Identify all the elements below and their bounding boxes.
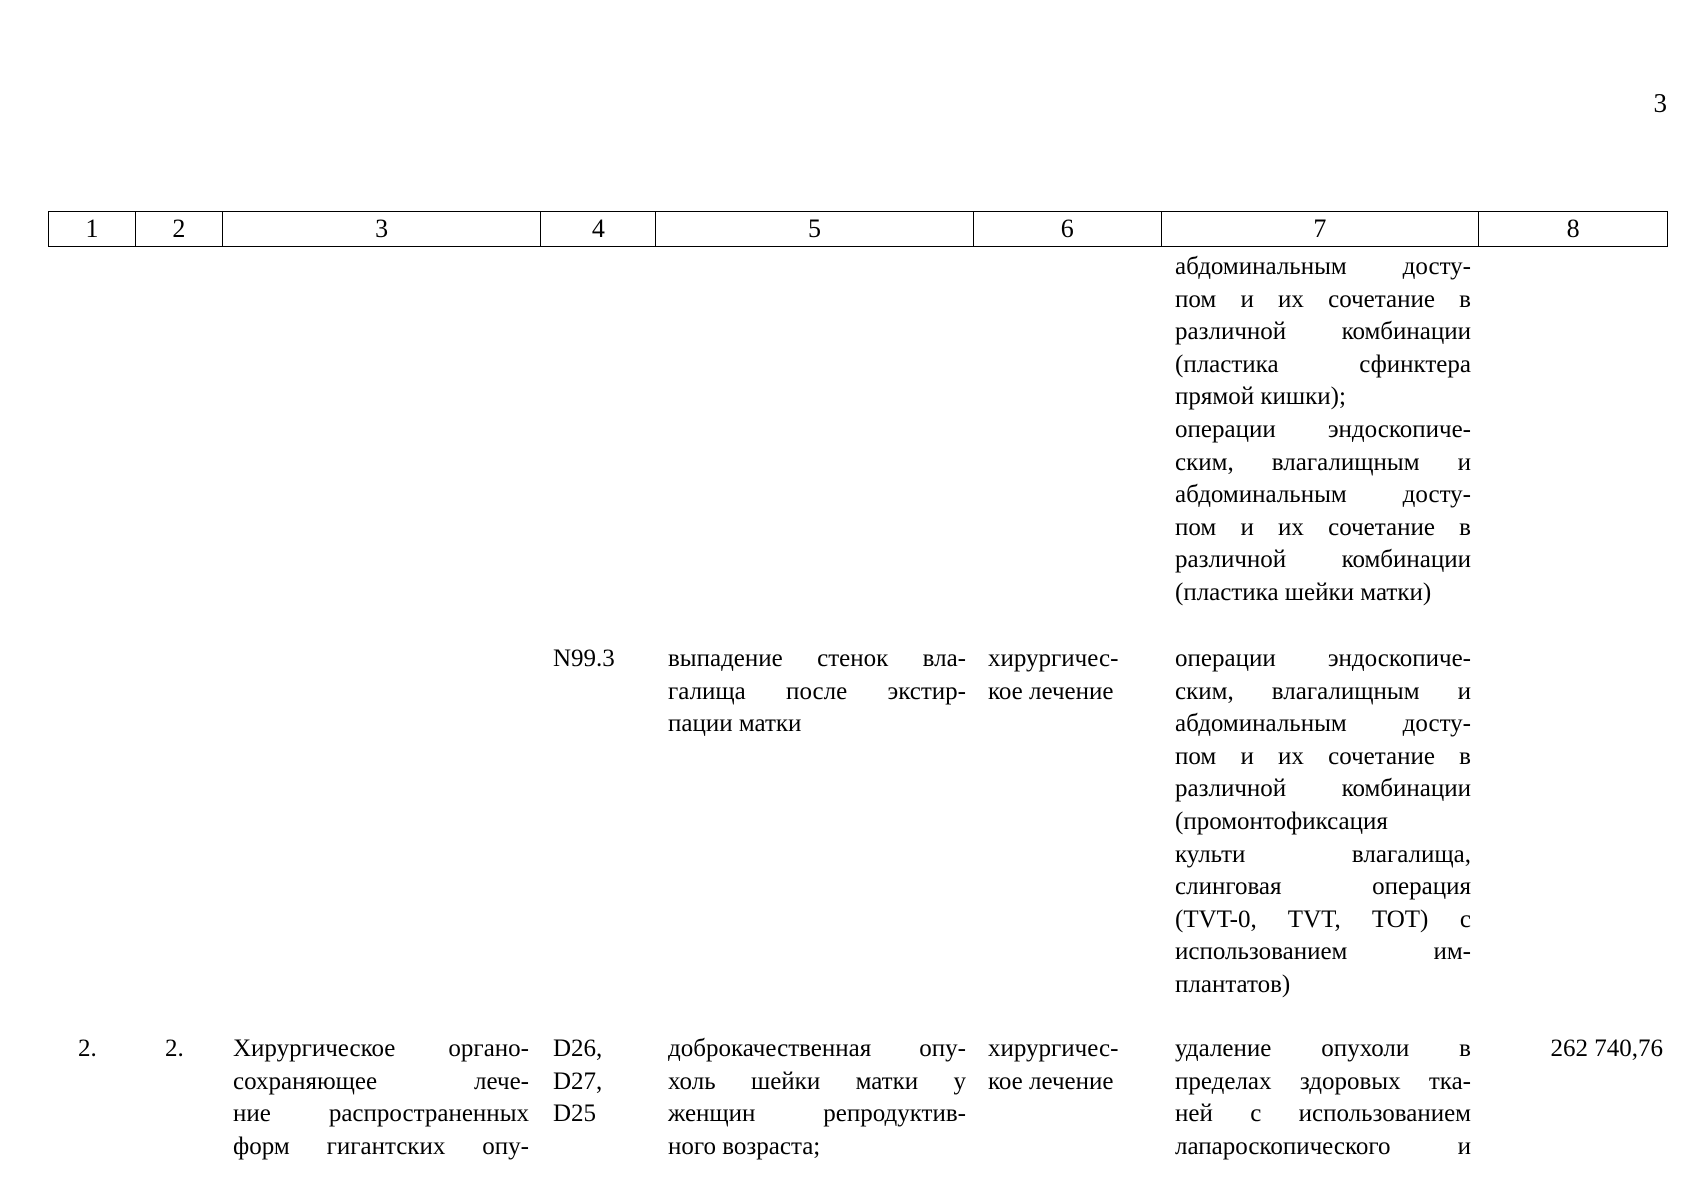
- page-number: 3: [1653, 88, 1667, 118]
- text-line: 2.: [78, 1035, 97, 1062]
- text-line: Хирургическое органо-: [233, 1035, 529, 1062]
- text-line: пом и их сочетание в: [1175, 742, 1471, 770]
- text-line: холь шейки матки у: [668, 1067, 966, 1095]
- text-line: форм гигантских опу-: [233, 1132, 529, 1160]
- text-line: кое лечение: [988, 677, 1114, 705]
- block3-col7-method: [1175, 1033, 1471, 1163]
- column-header-6: 6: [974, 212, 1162, 246]
- text-line: (пластика сфинктера: [1175, 350, 1471, 378]
- text-line: слинговая операция: [1175, 873, 1471, 901]
- text-line: пом и их сочетание в: [1175, 513, 1471, 541]
- text-line: ским, влагалищным и: [1175, 448, 1471, 476]
- block3-col6-treatment: [988, 1033, 1138, 1098]
- text-line: ней с использованием: [1175, 1100, 1471, 1128]
- text-line: пределах здоровых тка-: [1175, 1067, 1471, 1095]
- column-header-1: 1: [49, 212, 136, 246]
- text-line: различной комбинации: [1175, 546, 1471, 574]
- text-line: операции эндоскопиче-: [1175, 645, 1471, 672]
- text-line: хирургичес-: [988, 1035, 1119, 1062]
- column-header-7: 7: [1162, 212, 1480, 246]
- text-line: операции эндоскопиче-: [1175, 415, 1471, 443]
- text-line: абдоминальным досту-: [1175, 253, 1471, 280]
- text-line: пом и их сочетание в: [1175, 285, 1471, 313]
- block3-col2-number: [165, 1033, 225, 1066]
- text-line: женщин репродуктив-: [668, 1100, 966, 1128]
- block1-col7-method: [1175, 251, 1471, 610]
- text-line: 262 740,76: [1550, 1035, 1663, 1062]
- text-line: выпадение стенок вла-: [668, 645, 966, 672]
- text-line: хирургичес-: [988, 645, 1119, 672]
- block2-col6-treatment: [988, 643, 1138, 708]
- text-line: D26,: [553, 1035, 603, 1062]
- block2-col5-diagnosis: [668, 643, 966, 741]
- text-line: сохраняющее лече-: [233, 1067, 529, 1095]
- text-line: ским, влагалищным и: [1175, 677, 1471, 705]
- text-line: абдоминальным досту-: [1175, 481, 1471, 509]
- text-line: плантатов): [1175, 970, 1291, 998]
- text-line: 2.: [165, 1035, 184, 1062]
- text-line: лапароскопического и: [1175, 1132, 1471, 1160]
- text-line: кое лечение: [988, 1067, 1114, 1095]
- column-header-2: 2: [136, 212, 223, 246]
- text-line: ного возраста;: [668, 1132, 821, 1160]
- text-line: прямой кишки);: [1175, 383, 1346, 411]
- column-header-8: 8: [1566, 214, 1580, 243]
- block3-col5-diagnosis: [668, 1033, 966, 1163]
- text-line: галища после экстир-: [668, 677, 966, 705]
- text-line: культи влагалища,: [1175, 840, 1471, 868]
- block2-col4-code: [553, 643, 653, 676]
- text-line: D27,: [553, 1067, 603, 1095]
- text-line: D25: [553, 1100, 597, 1128]
- text-line: различной комбинации: [1175, 318, 1471, 346]
- column-header-4: 4: [541, 212, 656, 246]
- text-line: различной комбинации: [1175, 775, 1471, 803]
- table-header-row: [48, 211, 1668, 247]
- text-line: пации матки: [668, 710, 802, 738]
- text-line: ние распространенных: [233, 1100, 529, 1128]
- block2-col7-method: [1175, 643, 1471, 1002]
- text-line: (TVT-0, TVT, TOT) с: [1175, 905, 1471, 933]
- column-header-3: 3: [223, 212, 542, 246]
- text-line: N99.3: [553, 645, 615, 672]
- block3-col4-codes: [553, 1033, 653, 1131]
- text-line: доброкачественная опу-: [668, 1035, 966, 1062]
- text-line: (пластика шейки матки): [1175, 578, 1432, 606]
- block3-col3-profile: [233, 1033, 529, 1163]
- text-line: абдоминальным досту-: [1175, 710, 1471, 738]
- block3-col1-number: [78, 1033, 138, 1066]
- block3-col8-cost: [1495, 1033, 1663, 1066]
- text-line: удаление опухоли в: [1175, 1035, 1471, 1062]
- column-header-5: 5: [656, 212, 974, 246]
- text-line: использованием им-: [1175, 938, 1471, 966]
- text-line: (промонтофиксация: [1175, 807, 1388, 835]
